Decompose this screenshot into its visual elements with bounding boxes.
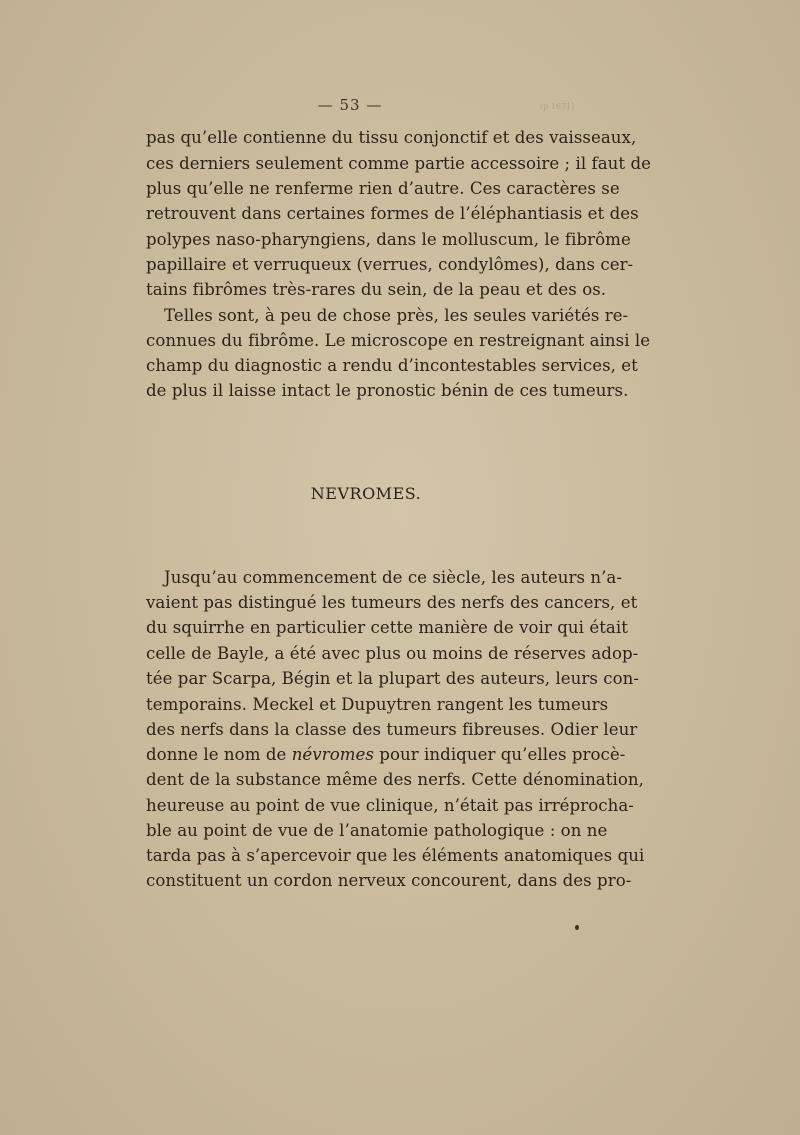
text-line: des nerfs dans la classe des tumeurs fibreuses. Odier leur — [146, 720, 638, 739]
text-line: dent de la substance même des nerfs. Cette dénomination, — [146, 770, 644, 789]
text-line: ble au point de vue de l’anatomie pathologique : on ne — [146, 821, 608, 840]
text-line: ces derniers seulement comme partie accessoire ; il faut de — [146, 154, 651, 173]
text-line: pas qu’elle contienne du tissu conjonctif et des vaisseaux, — [146, 128, 637, 147]
library-stamp: (p 1671) — [540, 102, 575, 111]
text-line: donne le nom de névromes pour indiquer qu’elles procè- — [146, 745, 626, 764]
text-line: papillaire et verruqueux (verrues, condylômes), dans cer- — [146, 255, 634, 274]
text-line: champ du diagnostic a rendu d’incontestables services, et — [146, 356, 638, 375]
text-line: du squirrhe en particulier cette manière de voir qui était — [146, 618, 628, 637]
text-line: vaient pas distingué les tumeurs des nerfs des cancers, et — [146, 593, 638, 612]
section-heading: NEVROMES. — [310, 484, 422, 503]
text-line: de plus il laisse intact le pronostic bénin de ces tumeurs. — [146, 381, 629, 400]
text-line: tains fibrômes très-rares du sein, de la peau et des os. — [146, 280, 607, 299]
text-line: tée par Scarpa, Bégin et la plupart des auteurs, leurs con- — [146, 669, 640, 688]
text-line: Jusqu’au commencement de ce siècle, les auteurs n’a- — [164, 568, 623, 587]
page-number: — 53 — — [317, 96, 383, 114]
text-line: celle de Bayle, a été avec plus ou moins de réserves adop- — [146, 644, 639, 663]
text-line: retrouvent dans certaines formes de l’éléphantiasis et des — [146, 204, 639, 223]
text-line: tarda pas à s’apercevoir que les éléments anatomiques qui — [146, 846, 645, 865]
text-line: temporains. Meckel et Dupuytren rangent les tumeurs — [146, 695, 609, 714]
text-line: constituent un cordon nerveux concourent, dans des pro- — [146, 871, 632, 890]
text-line: Telles sont, à peu de chose près, les seules variétés re- — [164, 306, 629, 325]
text-line: heureuse au point de vue clinique, n’était pas irréprocha- — [146, 796, 634, 815]
text-line: polypes naso-pharyngiens, dans le molluscum, le fibrôme — [146, 230, 631, 249]
text-line: connues du fibrôme. Le microscope en restreignant ainsi le — [146, 331, 651, 350]
text-line: plus qu’elle ne renferme rien d’autre. Ces caractères se — [146, 179, 620, 198]
italic-term: névromes — [291, 745, 374, 764]
ink-speck — [575, 925, 579, 930]
